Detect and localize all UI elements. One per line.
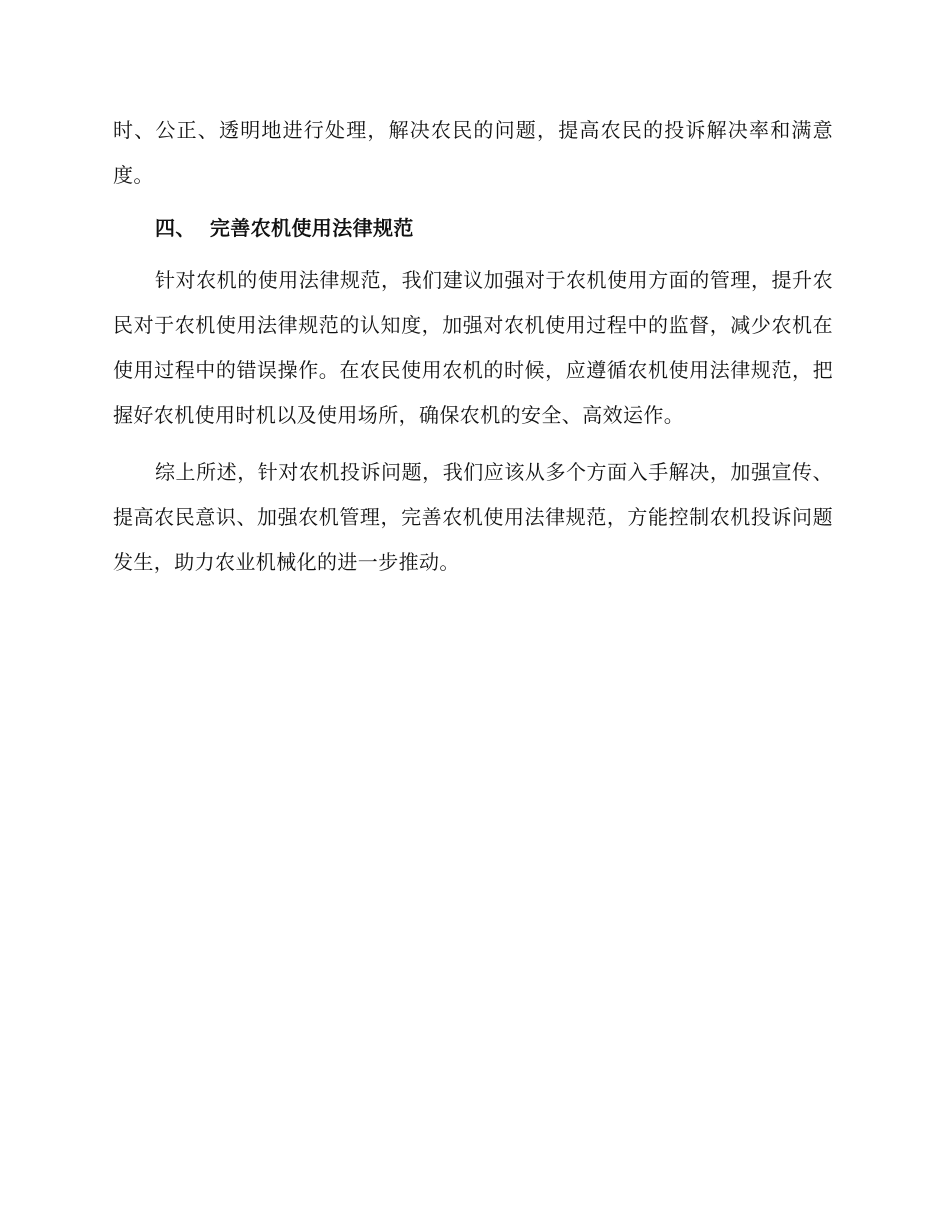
section-number: 四、 xyxy=(155,216,196,240)
continuation-paragraph: 时、公正、透明地进行处理，解决农民的问题，提高农民的投诉解决率和满意度。 xyxy=(113,118,833,187)
section-title: 完善农机使用法律规范 xyxy=(209,216,414,240)
summary-paragraph: 综上所述，针对农机投诉问题，我们应该从多个方面入手解决，加强宣传、提高农民意识、加强农机管理，完善农机使用法律规范，方能控制农机投诉问题发生，助力农业机械化的进一步推动。 xyxy=(113,460,833,574)
document-body xyxy=(113,108,833,585)
law-paragraph: 针对农机的使用法律规范，我们建议加强对于农机使用方面的管理，提升农民对于农机使用法律规范的认知度，加强对农机使用过程中的监督，减少农机在使用过程中的错误操作。在农民使用农机的时候，应遵循农机使用法律规范，把握好农机使用时机以及使用场所，确保农机的安全、高效运作。 xyxy=(113,268,833,427)
paragraph-spacer xyxy=(113,438,833,450)
section-heading xyxy=(113,211,833,245)
